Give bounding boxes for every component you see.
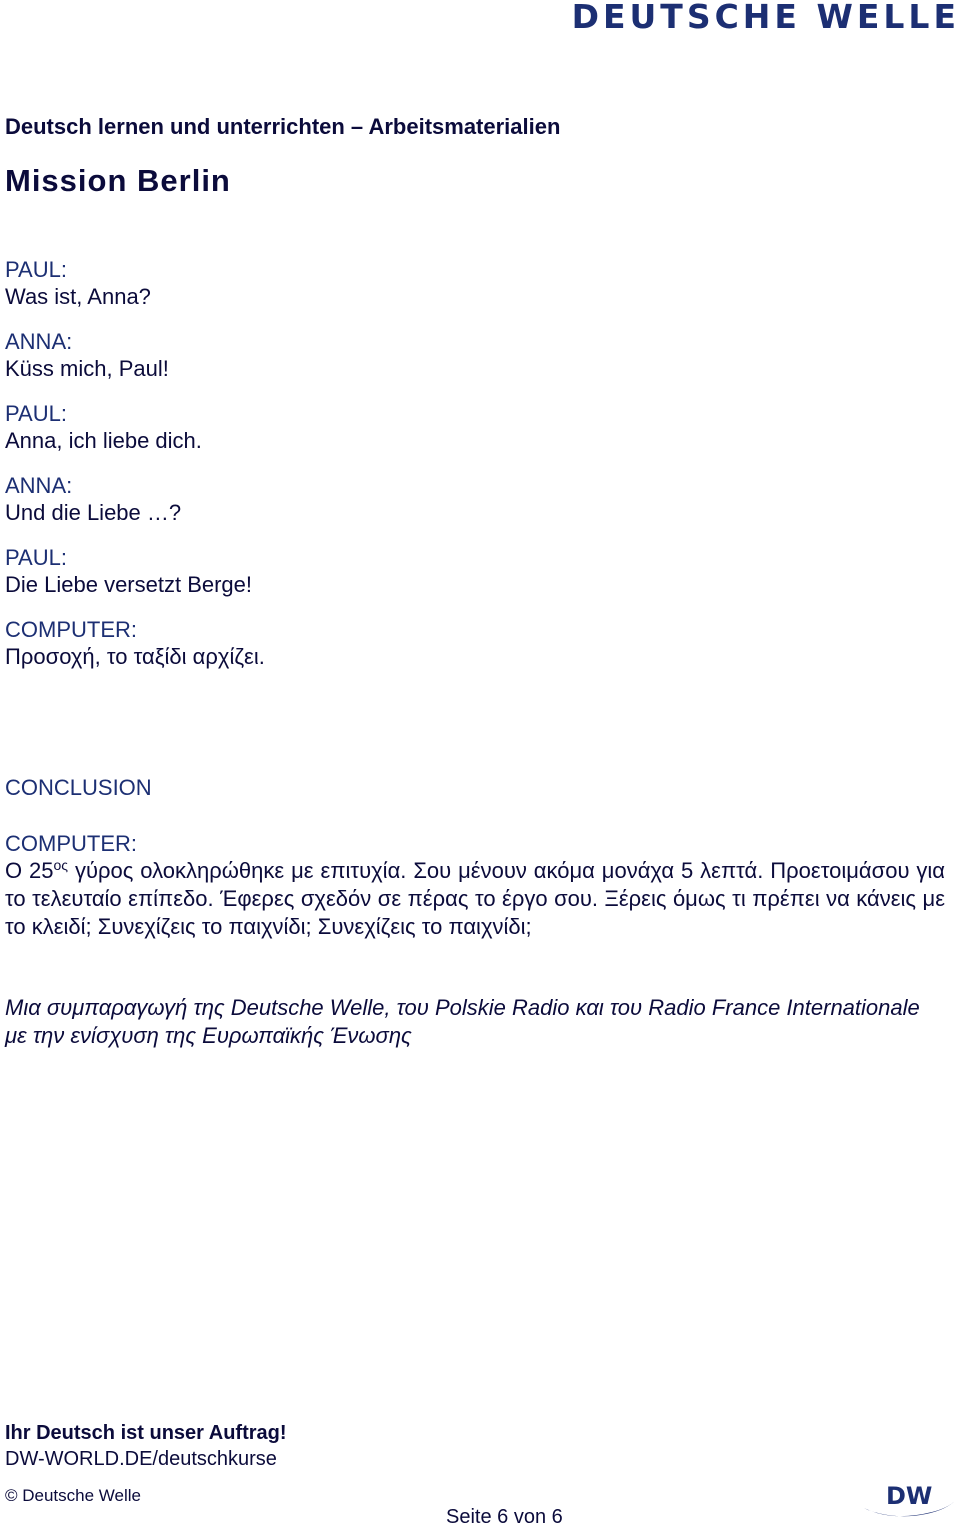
speaker-label: ANNA: (5, 329, 73, 354)
speaker-label: PAUL: (5, 545, 67, 570)
conclusion-text (5, 857, 945, 941)
dialogue-line: Was ist, Anna? (5, 284, 151, 309)
dw-logo-icon (862, 1478, 958, 1518)
conclusion-text-start: Ο 25 (5, 858, 54, 883)
document-subtitle: Deutsch lernen und unterrichten – Arbeitsmaterialien (5, 114, 561, 139)
dialogue-turn (5, 256, 955, 310)
dialogue-turn (5, 472, 955, 526)
dialogue-line: Προσοχή, το ταξίδι αρχίζει. (5, 644, 265, 669)
ordinal-suffix: ος (53, 857, 69, 873)
footer-url[interactable]: DW-WORLD.DE/deutschkurse (5, 1448, 277, 1470)
speaker-label: PAUL: (5, 257, 67, 282)
dw-logo-text: DW (886, 1482, 933, 1510)
speaker-label: PAUL: (5, 401, 67, 426)
document-title: Mission Berlin (5, 163, 231, 198)
speaker-label: COMPUTER: (5, 831, 137, 856)
footer-slogan: Ihr Deutsch ist unser Auftrag! (5, 1422, 287, 1444)
conclusion-heading: CONCLUSION (5, 775, 152, 800)
footer-copyright: © Deutsche Welle (5, 1486, 141, 1505)
dialogue-turn (5, 616, 955, 670)
dialogue (5, 256, 955, 688)
conclusion-block (5, 830, 945, 941)
page-number: Seite 6 von 6 (446, 1506, 563, 1528)
coproduction-note: Μια συμπαραγωγή της Deutsche Welle, του Polskie Radio και του Radio France Internationale με την ενίσχυση της Ευρωπαϊκής Ένωσης (5, 995, 920, 1048)
dialogue-turn (5, 400, 955, 454)
speaker-label: COMPUTER: (5, 617, 137, 642)
dialogue-line: Anna, ich liebe dich. (5, 428, 202, 453)
deutsche-welle-wordmark: DEUTSCHE WELLE (571, 0, 960, 36)
dialogue-turn (5, 328, 955, 382)
conclusion-text-rest: γύρος ολοκληρώθηκε με επιτυχία. Σου μένουν ακόμα μονάχα 5 λεπτά. Προετοιμάσου για το τελευταίο επίπεδο. Έφερες σχεδόν σε πέρας το έργο σου. Ξέρεις όμως τι πρέπει να κάνεις με το κλειδί; Συνεχίζεις το παιχνίδι; Συνεχίζεις το παιχνίδι; (5, 858, 945, 939)
speaker-label: ANNA: (5, 473, 73, 498)
dialogue-turn (5, 544, 955, 598)
dialogue-line: Küss mich, Paul! (5, 356, 169, 381)
dialogue-line: Und die Liebe …? (5, 500, 182, 525)
dialogue-line: Die Liebe versetzt Berge! (5, 572, 253, 597)
